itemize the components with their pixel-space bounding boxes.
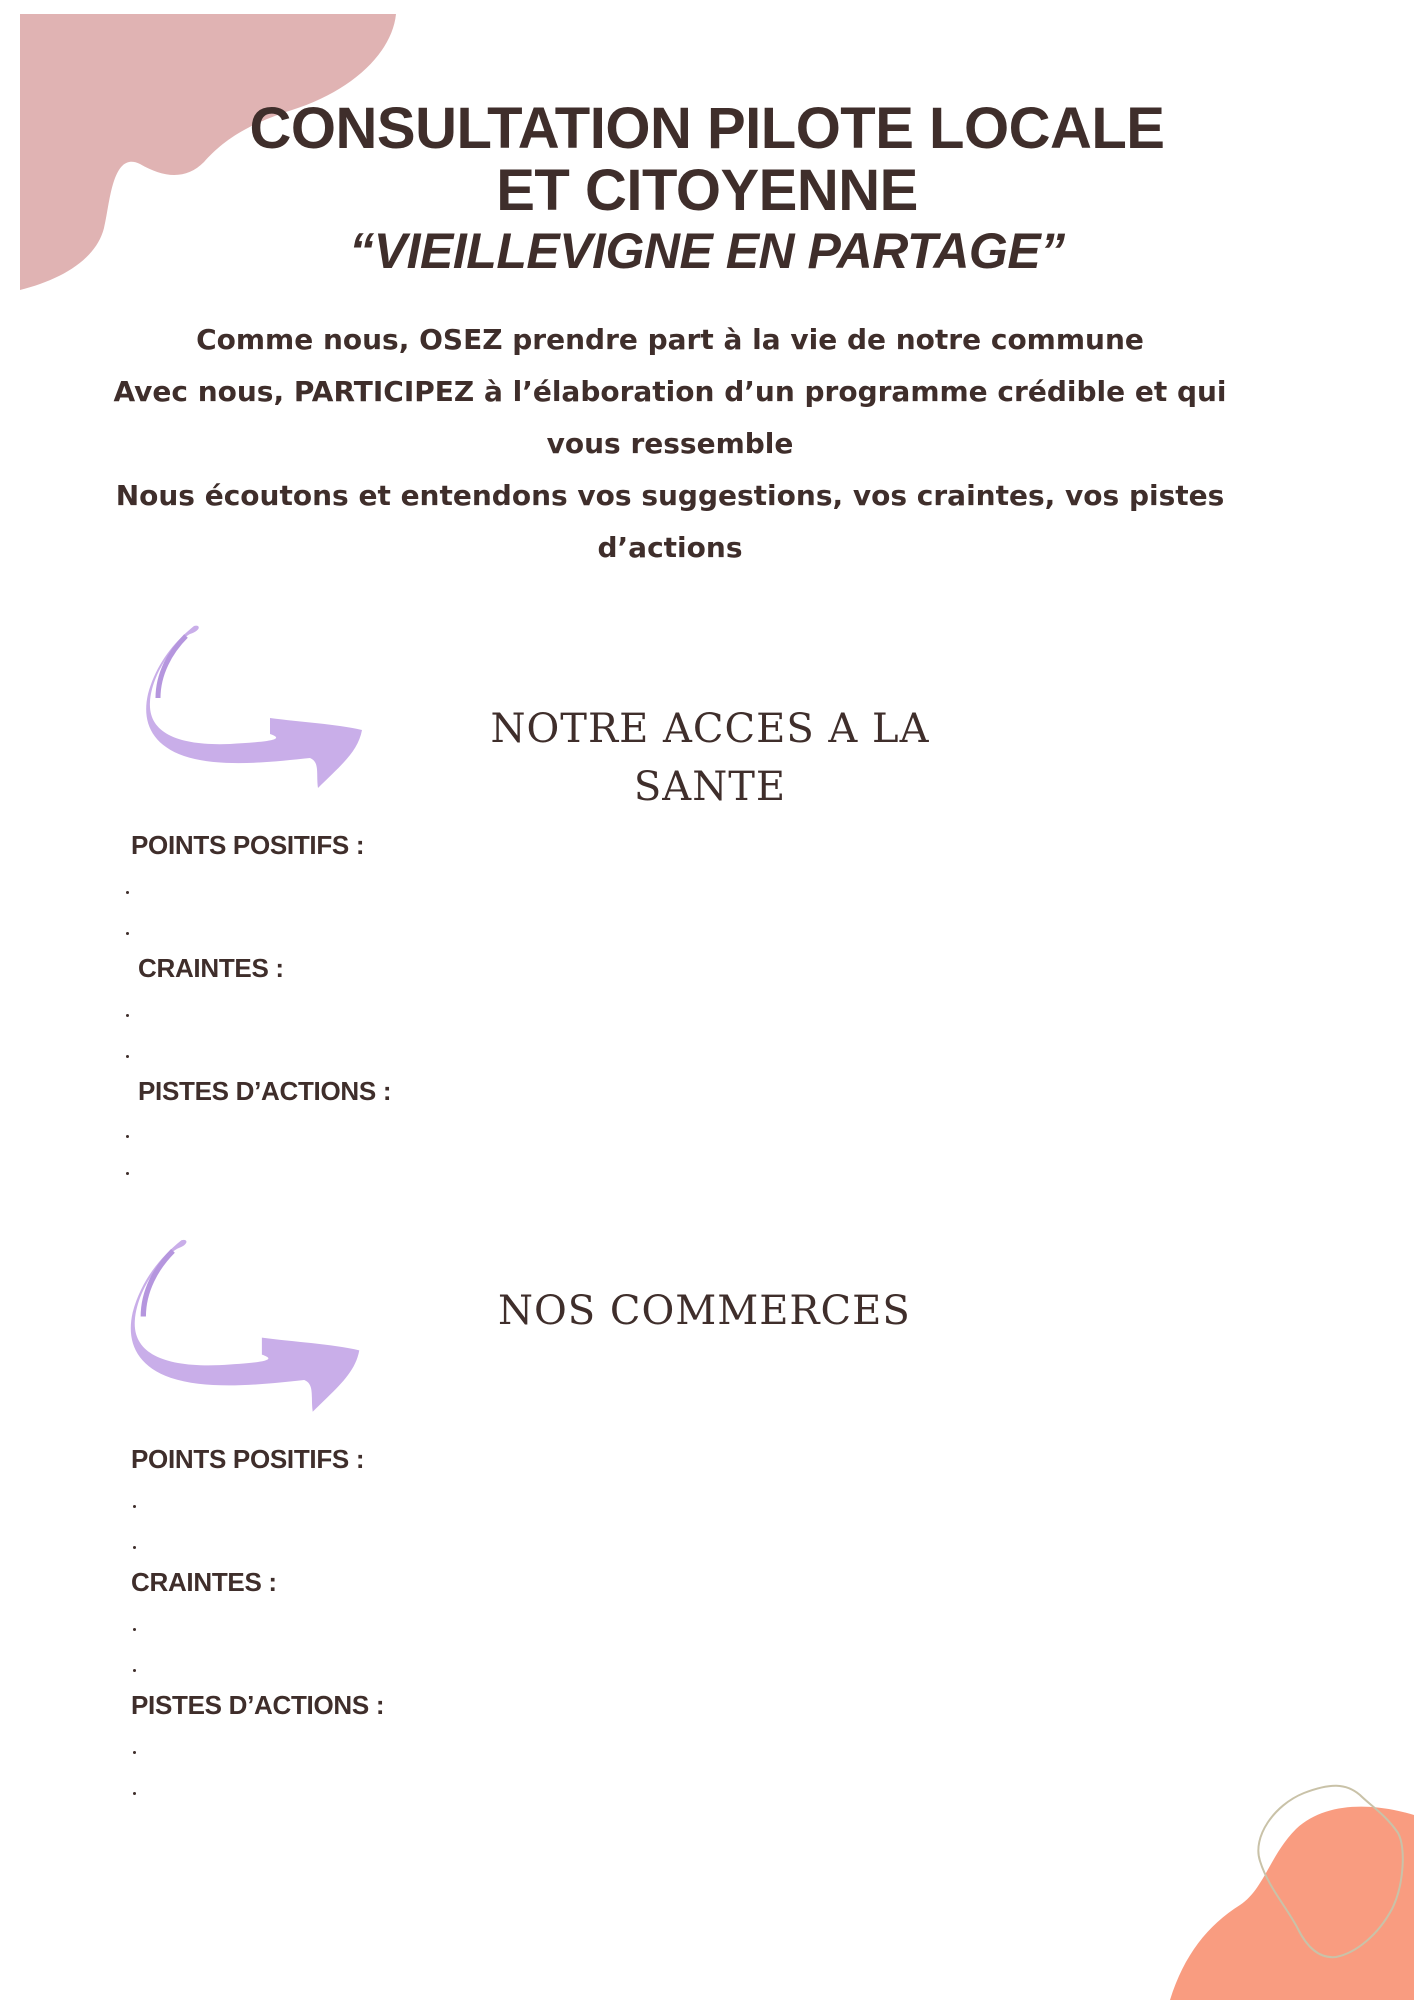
intro-line-3: Nous écoutons et entendons vos suggestions, vos craintes, vos pistes d’actions — [115, 479, 1225, 564]
section-title-sante: NOTRE ACCES A LA SANTE — [490, 706, 930, 810]
bullet-point — [126, 1172, 129, 1175]
intro-line-1: Comme nous, OSEZ prendre part à la vie de notre commune — [196, 323, 1144, 356]
bullet-point — [133, 1792, 136, 1795]
craintes-label: CRAINTES : — [138, 953, 284, 983]
decorative-blob-bottom-right — [1160, 1775, 1414, 2000]
bullet-point — [126, 1135, 129, 1138]
bullet-point — [126, 1055, 129, 1058]
page-title-block — [0, 98, 1414, 280]
bullet-point — [133, 1546, 136, 1549]
pistes-actions-label: PISTES D’ACTIONS : — [131, 1690, 385, 1720]
pistes-actions-label: PISTES D’ACTIONS : — [138, 1076, 392, 1106]
points-positifs-label: POINTS POSITIFS : — [131, 1444, 365, 1474]
bullet-point — [126, 891, 129, 894]
page-subtitle: “VIEILLEVIGNE EN PARTAGE” — [349, 223, 1065, 279]
curved-arrow-icon — [140, 622, 370, 792]
curved-arrow-icon — [122, 1236, 370, 1416]
bullet-point — [133, 1628, 136, 1631]
page-title-line-2: ET CITOYENNE — [496, 158, 918, 223]
bullet-point — [133, 1751, 136, 1754]
intro-text — [110, 314, 1230, 574]
bullet-point — [133, 1505, 136, 1508]
section-title-commerces: NOS COMMERCES — [498, 1288, 911, 1334]
points-positifs-label: POINTS POSITIFS : — [131, 830, 365, 860]
bullet-point — [133, 1669, 136, 1672]
page-title-line-1: CONSULTATION PILOTE LOCALE — [249, 96, 1165, 161]
bullet-point — [126, 1014, 129, 1017]
craintes-label: CRAINTES : — [131, 1567, 277, 1597]
intro-line-2: Avec nous, PARTICIPEZ à l’élaboration d’un programme crédible et qui vous ressemble — [113, 375, 1227, 460]
bullet-point — [126, 932, 129, 935]
